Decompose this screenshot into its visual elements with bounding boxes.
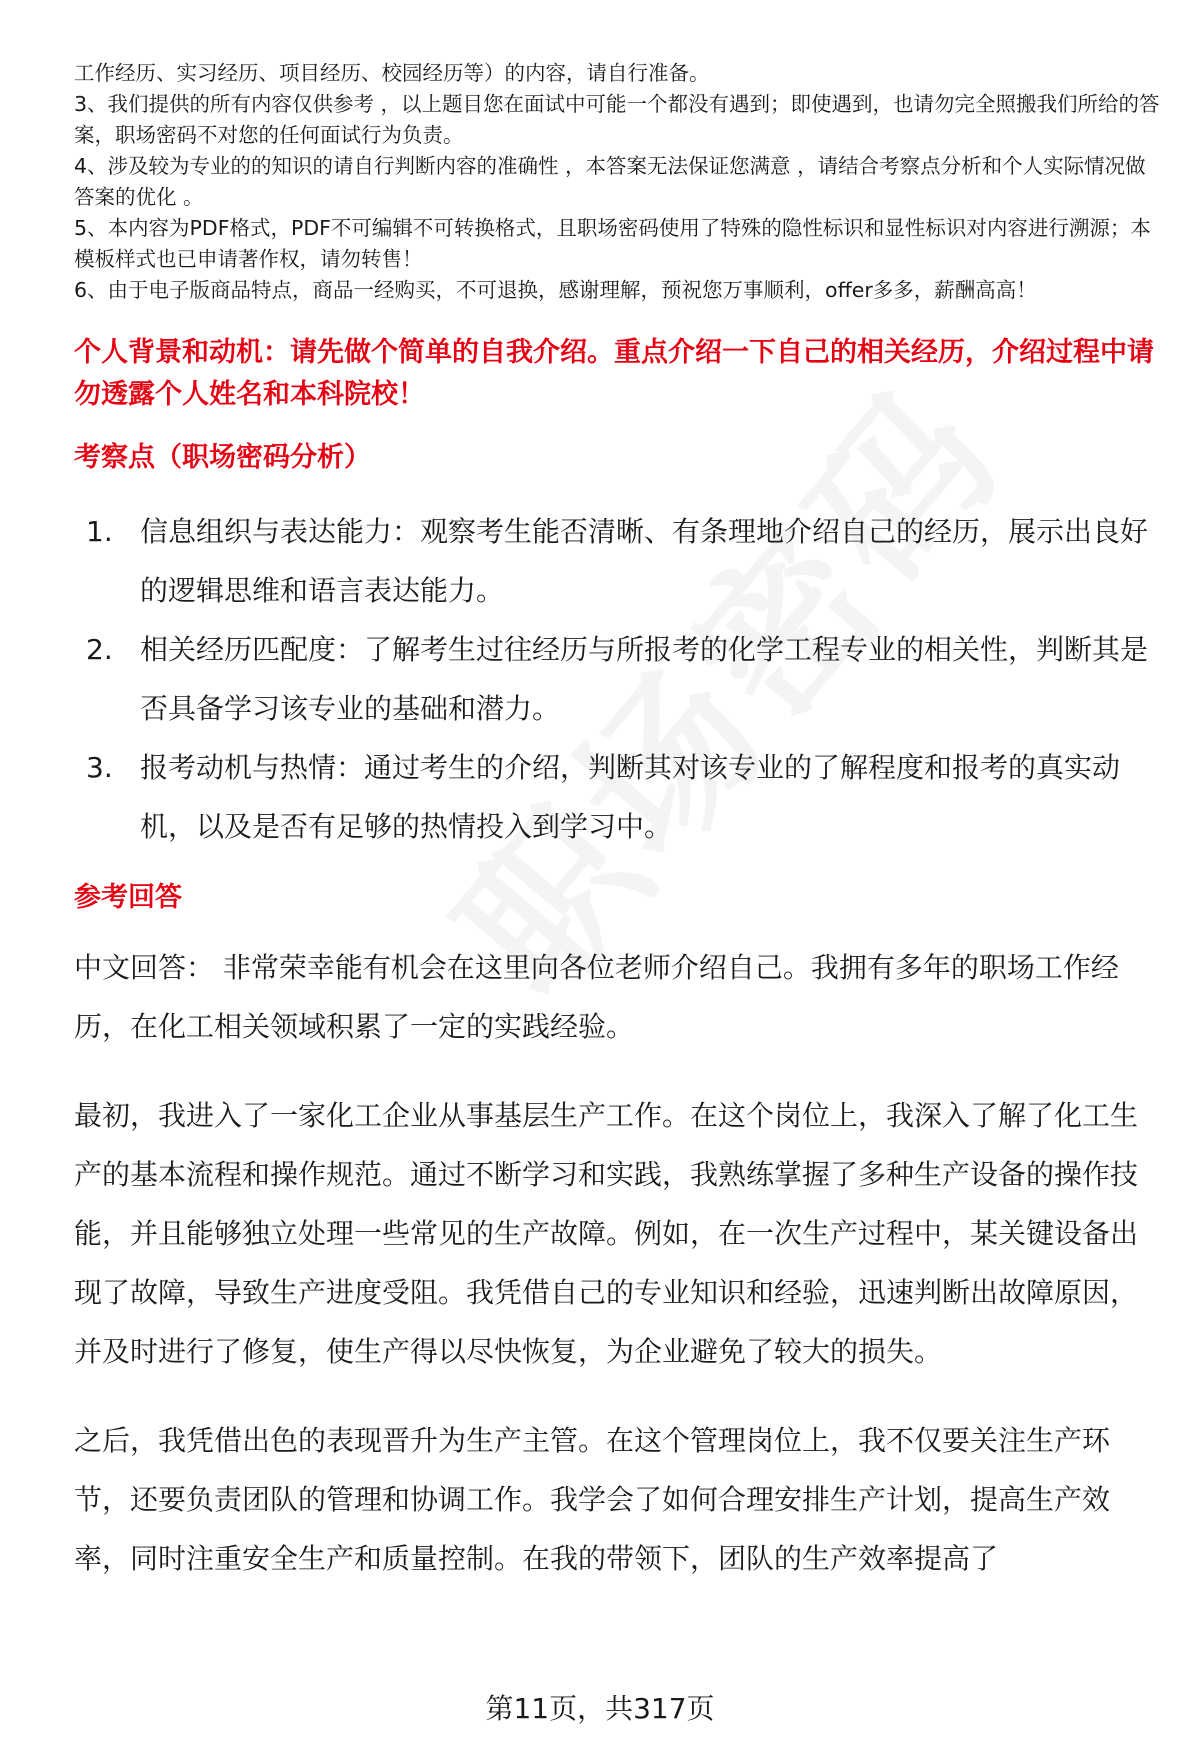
analysis-point	[74, 738, 1164, 856]
point-number: 3.	[86, 751, 113, 784]
point-number: 2.	[86, 633, 113, 666]
point-number: 1.	[86, 515, 113, 548]
point-text: 报考动机与热情：通过考生的介绍，判断其对该专业的了解程度和报考的真实动机，以及是否有足够的热情投入到学习中。	[140, 751, 1121, 843]
point-text: 相关经历匹配度：了解考生过往经历与所报考的化学工程专业的相关性，判断其是否具备学习该专业的基础和潜力。	[140, 633, 1149, 725]
analysis-point	[74, 502, 1164, 620]
notice-block	[74, 58, 1164, 306]
notice-line: 6、由于电子版商品特点，商品一经购买，不可退换，感谢理解，预祝您万事顺利，offer多多，薪酬高高！	[74, 278, 1037, 302]
answer-paragraph: 之后，我凭借出色的表现晋升为生产主管。在这个管理岗位上，我不仅要关注生产环节，还要负责团队的管理和协调工作。我学会了如何合理安排生产计划，提高生产效率，同时注重安全生产和质量控制。在我的带领下，团队的生产效率提高了	[74, 1424, 1111, 1575]
notice-line: 5、本内容为PDF格式，PDF不可编辑不可转换格式，且职场密码使用了特殊的隐性标识和显性标识对内容进行溯源；本模板样式也已申请著作权，请勿转售！	[74, 216, 1151, 271]
interview-question: 个人背景和动机：请先做个简单的自我介绍。重点介绍一下自己的相关经历，介绍过程中请勿透露个人姓名和本科院校！	[74, 337, 1154, 410]
analysis-title: 考察点（职场密码分析）	[74, 442, 371, 473]
page-number: 第11页，共317页	[0, 1689, 1200, 1729]
page-content	[74, 58, 1164, 1588]
answer-title: 参考回答	[74, 882, 182, 913]
point-text: 信息组织与表达能力：观察考生能否清晰、有条理地介绍自己的经历，展示出良好的逻辑思维和语言表达能力。	[140, 515, 1149, 607]
analysis-point	[74, 620, 1164, 738]
answer-paragraph: 最初，我进入了一家化工企业从事基层生产工作。在这个岗位上，我深入了解了化工生产的基本流程和操作规范。通过不断学习和实践，我熟练掌握了多种生产设备的操作技能，并且能够独立处理一些常见的生产故障。例如，在一次生产过程中，某关键设备出现了故障，导致生产进度受阻。我凭借自己的专业知识和经验，迅速判断出故障原因，并及时进行了修复，使生产得以尽快恢复，为企业避免了较大的损失。	[74, 1099, 1139, 1368]
notice-line: 4、涉及较为专业的的知识的请自行判断内容的准确性 ，本答案无法保证您满意 ，请结合考察点分析和个人实际情况做答案的优化 。	[74, 154, 1146, 209]
analysis-points	[74, 502, 1164, 856]
notice-line: 工作经历、实习经历、项目经历、校园经历等）的内容，请自行准备。	[74, 61, 710, 85]
notice-line: 3、我们提供的所有内容仅供参考 ，以上题目您在面试中可能一个都没有遇到；即使遇到，也请勿完全照搬我们所给的答案，职场密码不对您的任何面试行为负责。	[74, 92, 1160, 147]
answer-paragraph: 中文回答： 非常荣幸能有机会在这里向各位老师介绍自己。我拥有多年的职场工作经历，在化工相关领域积累了一定的实践经验。	[74, 951, 1119, 1043]
answer-body	[74, 938, 1164, 1588]
